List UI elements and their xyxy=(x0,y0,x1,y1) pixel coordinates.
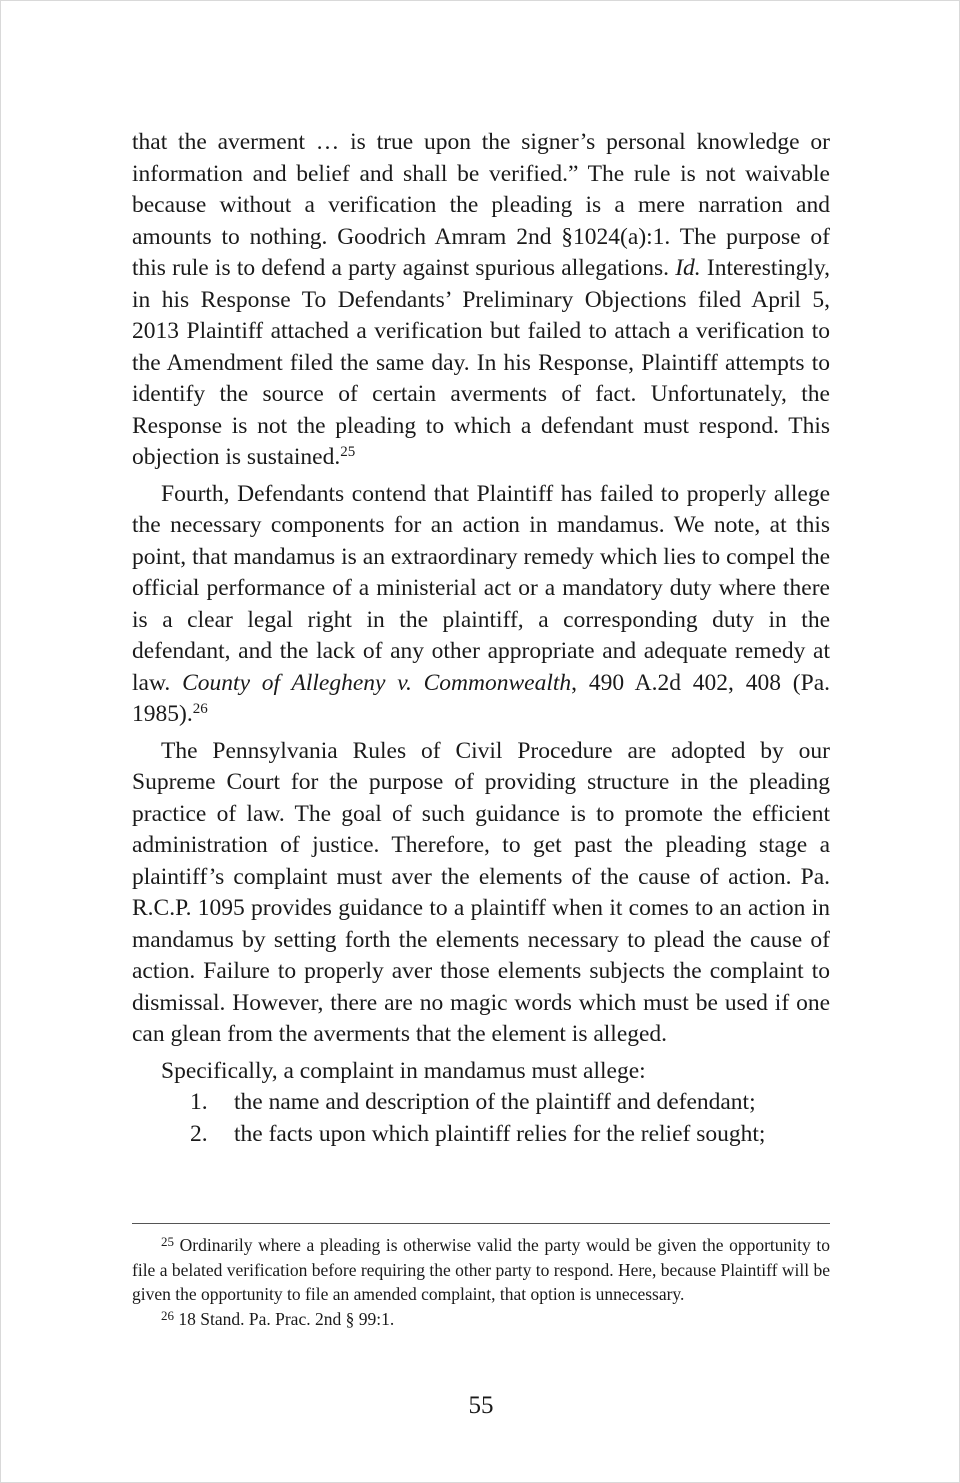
case-citation: County of Allegheny v. Commonwealth xyxy=(182,669,572,696)
list-text: the name and description of the plaintiff and defendant; xyxy=(234,1089,756,1115)
footnote-number: 25 xyxy=(161,1234,174,1250)
body-text xyxy=(132,127,830,1150)
list-item xyxy=(132,1087,772,1119)
page-number: 55 xyxy=(468,1392,494,1419)
list-text: the facts upon which plaintiff relies for the relief sought; xyxy=(234,1120,766,1147)
footnotes xyxy=(132,1233,830,1331)
footnote-ref-26[interactable]: 26 xyxy=(192,701,208,718)
list-number: 2. xyxy=(190,1120,208,1147)
paragraph-rules: The Pennsylvania Rules of Civil Procedure are adopted by our Supreme Court for the purpose of providing structure in the pleading practice of law. The goal of such guidance is to promote the efficient administration of justice. Therefore, to get past the pleading stage a plaintiff’s complaint must aver the elements of the cause of action. Pa. R.C.P. 1095 provides guidance to a plaintiff when it comes to an action in mandamus by setting forth the elements necessary to plead the cause of action. Failure to properly aver those elements subjects the complaint to dismissal. However, there are no magic words which must be used if one can glean from the averments that the element is alleged. xyxy=(132,737,830,1047)
id-citation: Id. xyxy=(675,255,701,281)
list-number: 1. xyxy=(190,1089,208,1115)
list-item xyxy=(132,1119,772,1151)
footnote-26: $^{26}$ 18 Stand. Pa. Prac. 2nd § 99:1. xyxy=(161,1307,395,1329)
footnote-25: $^{25}$ Ordinarily where a pleading is otherwise valid the party would be given the opportunity to file a belated verification before requiring the other party to respond. Here, because Plaintiff will be given the opportunity to file an amended complaint, that option is unnecessary. xyxy=(132,1234,831,1304)
footnote-divider xyxy=(132,1223,830,1224)
paragraph-verification: that the averment … is true upon the signer’s personal knowledge or information and belief and shall be verified.” The rule is not waivable because without a verification the pleading is a mere narration and amounts to nothing. Goodrich Amram 2nd §1024(a):1. The purpose of this rule is to defend a party against spurious allegations. Id. Interestingly, in his Response To Defendants’ Preliminary Objections filed April 5, 2013 Plaintiff attached a verification but failed to attach a verification to the Amendment filed the same day. In his Response, Plaintiff attempts to identify the source of certain averments of fact. Unfortunately, the Response is not the pleading to which a defendant must respond. This objection is sustained.$^{25}$ xyxy=(132,129,831,470)
paragraph-mandamus: Fourth, Defendants contend that Plaintiff has failed to properly allege the necessary components for an action in mandamus. We note, at this point, that mandamus is an extraordinary remedy which lies to compel the official performance of a ministerial act or a mandatory duty where there is a clear legal right in the plaintiff, a corresponding duty in the defendant, and the lack of any other appropriate and adequate remedy at law. County of Allegheny v. Commonwealth, 490 A.2d 402, 408 (Pa. 1985).$^{26}$ xyxy=(132,480,831,727)
footnote-ref-25[interactable]: 25 xyxy=(340,444,356,461)
elements-list xyxy=(132,1087,830,1150)
footnote-number: 26 xyxy=(161,1307,174,1323)
paragraph-specifically: Specifically, a complaint in mandamus must allege: xyxy=(161,1057,646,1084)
